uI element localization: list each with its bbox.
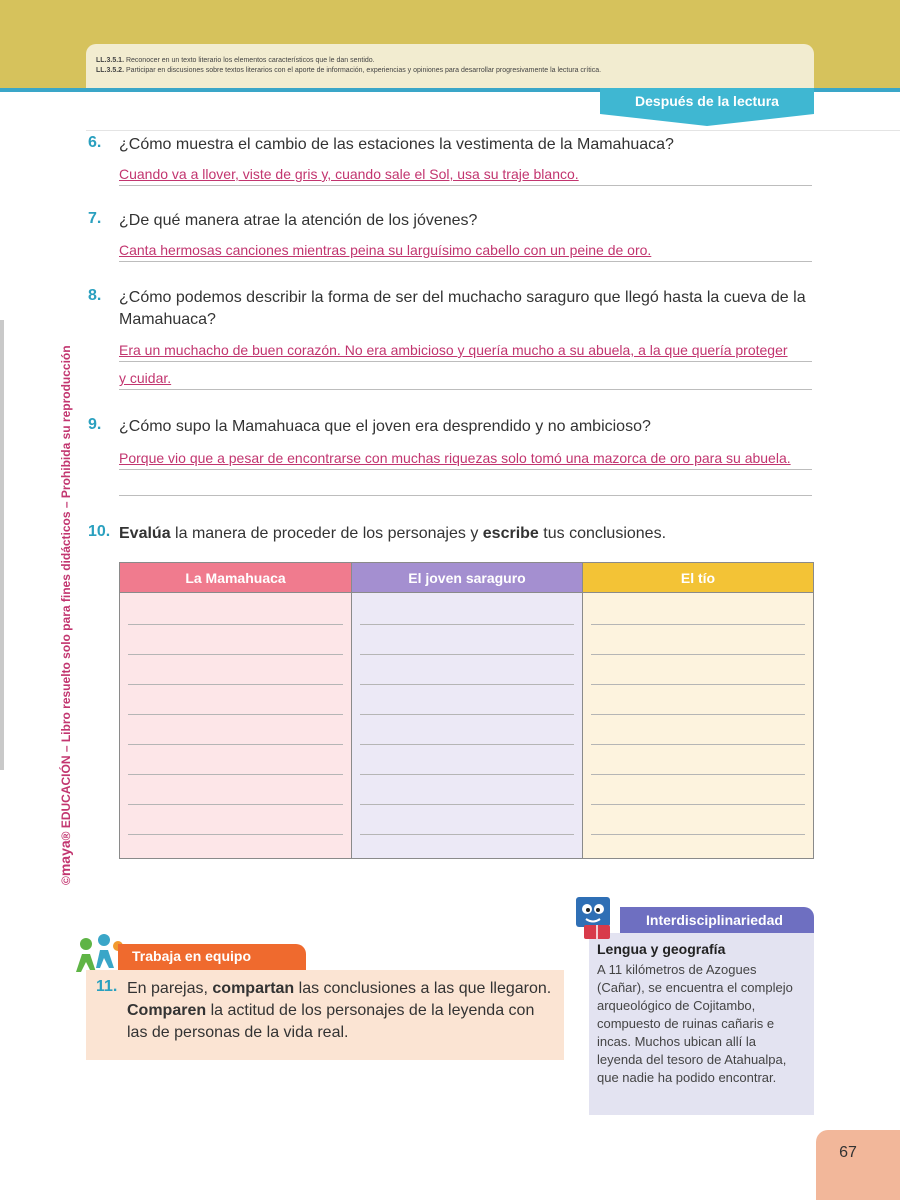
interdisciplinary-tab: Interdisciplinariedad — [620, 907, 814, 933]
question-number: 10. — [88, 523, 111, 540]
conclusions-table — [119, 562, 814, 859]
section-tab: Después de la lectura — [600, 88, 814, 114]
question-8 — [88, 287, 818, 397]
question-text: Evalúa la manera de proceder de los personajes y escribe tus conclusiones. — [119, 525, 667, 542]
writing-line — [128, 714, 343, 715]
brand-logo: maya — [57, 840, 73, 877]
answer-line[interactable] — [119, 476, 812, 496]
question-7 — [88, 210, 818, 270]
question-9 — [88, 416, 818, 498]
writing-line — [360, 624, 574, 625]
writing-line — [128, 774, 343, 775]
writing-line — [591, 804, 805, 805]
table-column — [120, 563, 352, 858]
writing-line — [591, 654, 805, 655]
answer-line[interactable]: Canta hermosas canciones mientras peina su larguísimo cabello con un peine de oro. — [119, 242, 812, 262]
writing-line — [591, 624, 805, 625]
writing-line — [360, 654, 574, 655]
writing-line — [591, 834, 805, 835]
question-number: 8. — [88, 287, 102, 304]
section-tab-arrow — [600, 114, 814, 126]
writing-line — [360, 714, 574, 715]
question-text: ¿De qué manera atrae la atención de los jóvenes? — [119, 212, 478, 229]
writing-line — [128, 624, 343, 625]
table-column — [352, 563, 583, 858]
writing-line — [591, 774, 805, 775]
writing-line — [360, 804, 574, 805]
column-writing-area[interactable] — [583, 593, 813, 858]
question-text: ¿Cómo supo la Mamahuaca que el joven era desprendido y no ambicioso? — [119, 418, 651, 435]
team-work-text: En parejas, compartan las conclusiones a las que llegaron. Comparen la actitud de los personajes de la leyenda con las de personas de la vida real. — [127, 980, 552, 1041]
interdisciplinary-title: Lengua y geografía — [597, 941, 726, 957]
column-header: La Mamahuaca — [120, 563, 351, 593]
question-10 — [88, 523, 818, 549]
writing-line — [591, 744, 805, 745]
writing-line — [591, 714, 805, 715]
team-work-box — [86, 970, 564, 1060]
page-rule — [86, 130, 900, 131]
answer-line[interactable]: Era un muchacho de buen corazón. No era ambicioso y quería mucho a su abuela, a la que quería proteger — [119, 342, 812, 362]
page-number: 67 — [839, 1144, 857, 1161]
question-number: 6. — [88, 134, 102, 151]
question-number: 11. — [96, 978, 118, 995]
question-text: ¿Cómo podemos describir la forma de ser del muchacho saraguro que llegó hasta la cueva de la Mamahuaca? — [119, 289, 806, 328]
question-number: 7. — [88, 210, 102, 227]
skill-1: LL.3.5.1. Reconocer en un texto literario los elementos característicos que le dan sentido. — [96, 57, 375, 64]
writing-line — [128, 684, 343, 685]
writing-line — [591, 684, 805, 685]
column-header: El joven saraguro — [352, 563, 582, 593]
writing-line — [360, 684, 574, 685]
table-column — [583, 563, 813, 858]
writing-line — [128, 834, 343, 835]
writing-line — [360, 774, 574, 775]
copyright-notice: ©maya® EDUCACIÓN – Libro resuelto solo para fines didácticos – Prohibida su reproducción — [57, 345, 73, 885]
answer-line[interactable]: y cuidar. — [119, 370, 812, 390]
question-text: ¿Cómo muestra el cambio de las estaciones la vestimenta de la Mamahuaca? — [119, 136, 674, 153]
writing-line — [360, 744, 574, 745]
skills-box — [86, 44, 814, 88]
question-number: 9. — [88, 416, 102, 433]
page-number-tab — [816, 1130, 900, 1200]
column-writing-area[interactable] — [352, 593, 582, 858]
answer-line[interactable]: Cuando va a llover, viste de gris y, cuando sale el Sol, usa su traje blanco. — [119, 166, 812, 186]
writing-line — [360, 834, 574, 835]
writing-line — [128, 744, 343, 745]
skill-2: LL.3.5.2. Participar en discusiones sobre textos literarios con el aporte de información, experiencias y opiniones para desarrollar progresivamente la lectura crítica. — [96, 67, 602, 74]
writing-line — [128, 804, 343, 805]
writing-line — [128, 654, 343, 655]
answer-line[interactable]: Porque vio que a pesar de encontrarse con muchas riquezas solo tomó una mazorca de oro para su abuela. — [119, 450, 812, 470]
book-mascot-icon — [570, 893, 624, 943]
binding-strip — [0, 320, 4, 770]
interdisciplinary-text: A 11 kilómetros de Azogues (Cañar), se encuentra el complejo arqueológico de Cojitambo, compuesto de ruinas cañaris e incas. Muchos ubican allí la leyenda del tesoro de Atahualpa, que nadie ha podido encontrar. — [597, 962, 793, 1085]
question-6 — [88, 134, 818, 194]
column-writing-area[interactable] — [120, 593, 351, 858]
team-work-tab: Trabaja en equipo — [118, 944, 306, 970]
column-header: El tío — [583, 563, 813, 593]
interdisciplinary-box — [589, 933, 814, 1115]
